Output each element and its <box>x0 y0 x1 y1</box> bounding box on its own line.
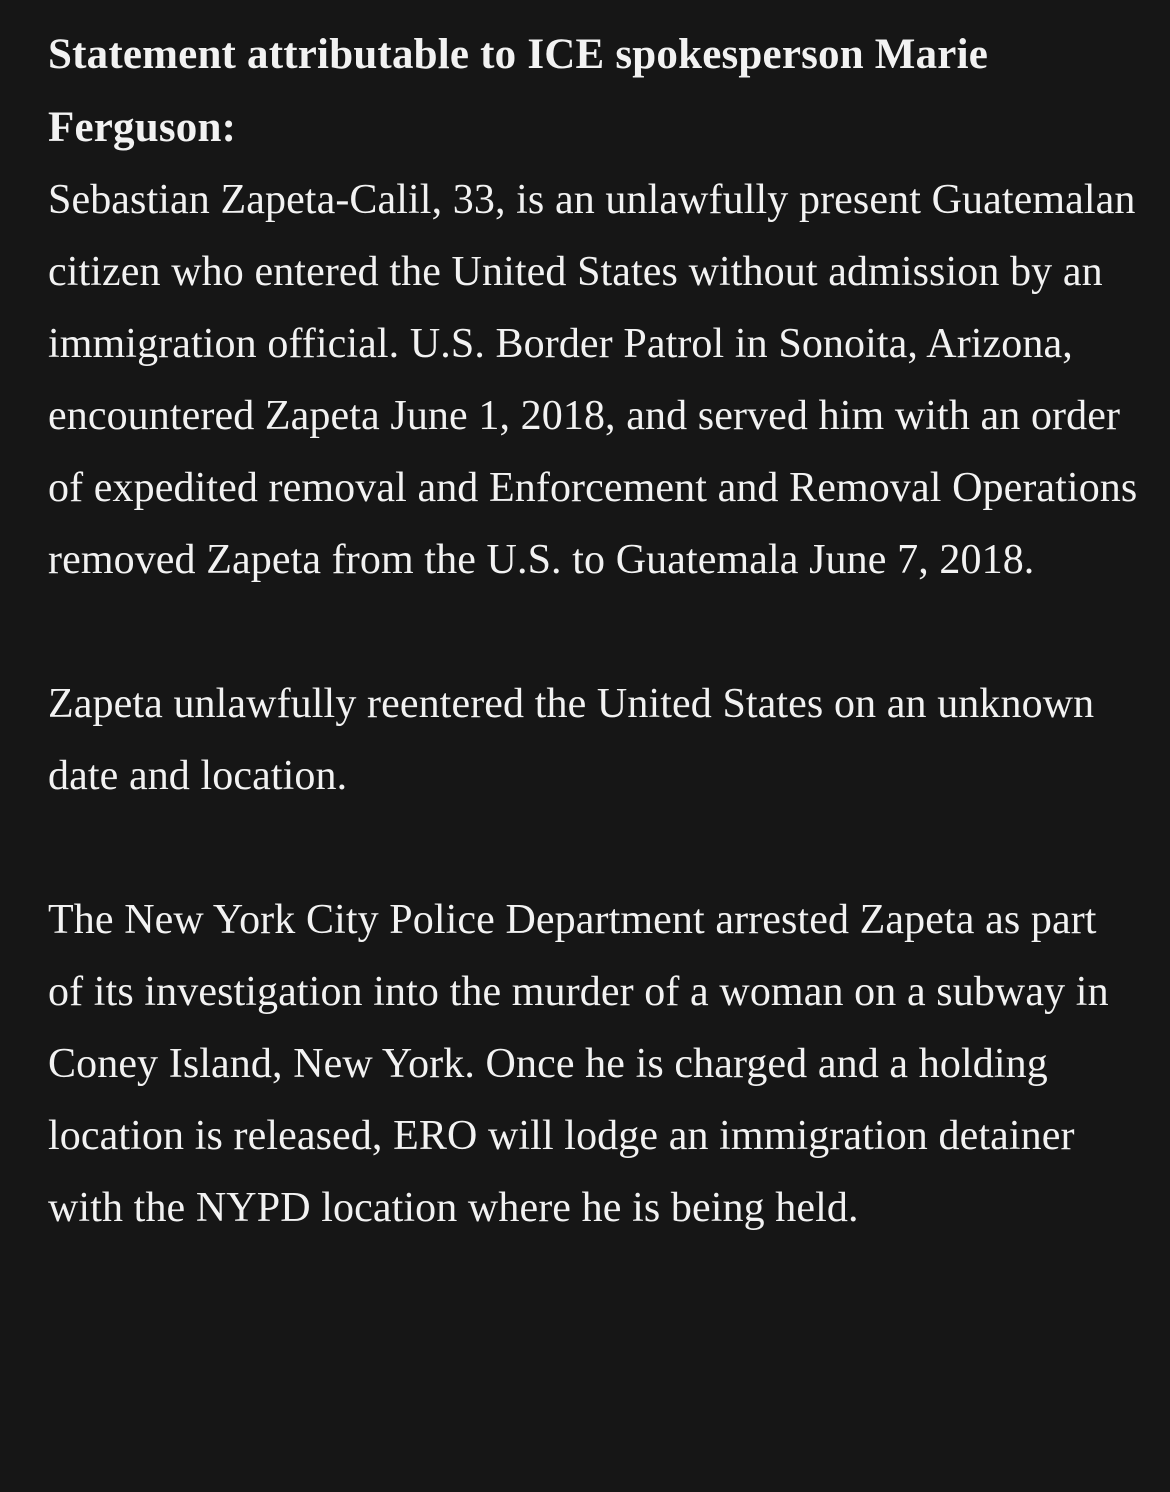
paragraph-spacer <box>48 596 1138 668</box>
statement-heading: Statement attributable to ICE spokesperson Marie Ferguson: <box>48 31 988 151</box>
statement-document <box>48 18 1138 1244</box>
paragraph-spacer <box>48 812 1138 884</box>
paragraph-reentry: Zapeta unlawfully reentered the United States on an unknown date and location. <box>48 681 1095 799</box>
paragraph-removal-history: Sebastian Zapeta-Calil, 33, is an unlawfully present Guatemalan citizen who entered the United States without admission by an immigration official. U.S. Border Patrol in Sonoita, Arizona, encountered Zapeta June 1, 2018, and served him with an order of expedited removal and Enforcement and Removal Operations removed Zapeta from the U.S. to Guatemala June 7, 2018. <box>48 177 1138 583</box>
paragraph-nypd-arrest: The New York City Police Department arrested Zapeta as part of its investigation into the murder of a woman on a subway in Coney Island, New York. Once he is charged and a holding location is released, ERO will lodge an immigration detainer with the NYPD location where he is being held. <box>48 897 1109 1231</box>
